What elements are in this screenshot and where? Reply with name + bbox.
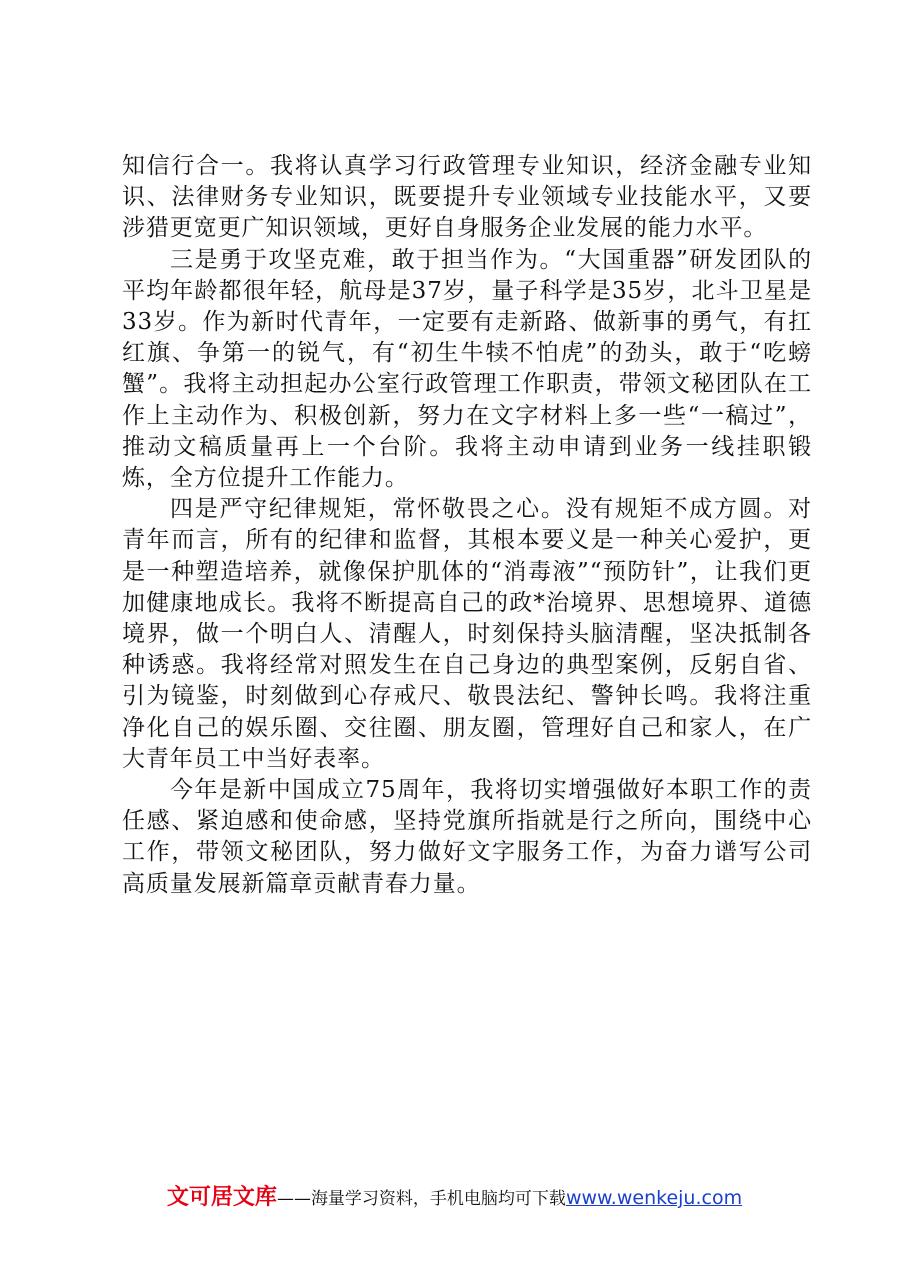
footer-website-link[interactable]: www.wenkeju.com	[565, 1187, 743, 1209]
footer-tagline: ——海量学习资料，手机电脑均可下载	[276, 1189, 566, 1209]
footer-banner	[0, 1180, 909, 1211]
document-body	[122, 151, 812, 900]
paragraph-four: 四是严守纪律规矩，常怀敬畏之心。没有规矩不成方圆。对青年而言，所有的纪律和监督，其根本要义是一种关心爱护，更是一种塑造培养，就像保护肌体的“消毒液”“预防针”，让我们更加健康地成长。我将不断提高自己的政*治境界、思想境界、道德境界，做一个明白人、清醒人，时刻保持头脑清醒，坚决抵制各种诱惑。我将经常对照发生在自己身边的典型案例，反躬自省、引为镜鉴，时刻做到心存戒尺、敬畏法纪、警钟长鸣。我将注重净化自己的娱乐圈、交往圈、朋友圈，管理好自己和家人，在广大青年员工中当好表率。	[122, 496, 812, 772]
paragraph-continuation: 知信行合一。我将认真学习行政管理专业知识，经济金融专业知识、法律财务专业知识，既要提升专业领域专业技能水平，又要涉猎更宽更广知识领域，更好自身服务企业发展的能力水平。	[122, 153, 812, 242]
footer-brand: 文可居文库	[166, 1185, 277, 1210]
paragraph-three: 三是勇于攻坚克难，敢于担当作为。“大国重器”研发团队的平均年龄都很年轻，航母是37岁，量子科学是35岁，北斗卫星是33岁。作为新时代青年，一定要有走新路、做新事的勇气，有扛红旗、争第一的锐气，有“初生牛犊不怕虎”的劲头，敢于“吃螃蟹”。我将主动担起办公室行政管理工作职责，带领文秘团队在工作上主动作为、积极创新，努力在文字材料上多一些“一稿过”，推动文稿质量再上一个台阶。我将主动申请到业务一线挂职锻炼，全方位提升工作能力。	[122, 246, 812, 492]
paragraph-conclusion: 今年是新中国成立75周年，我将切实增强做好本职工作的责任感、紧迫感和使命感，坚持党旗所指就是行之所向，围绕中心工作，带领文秘团队，努力做好文字服务工作，为奋力谱写公司高质量发展新篇章贡献青春力量。	[122, 777, 812, 897]
